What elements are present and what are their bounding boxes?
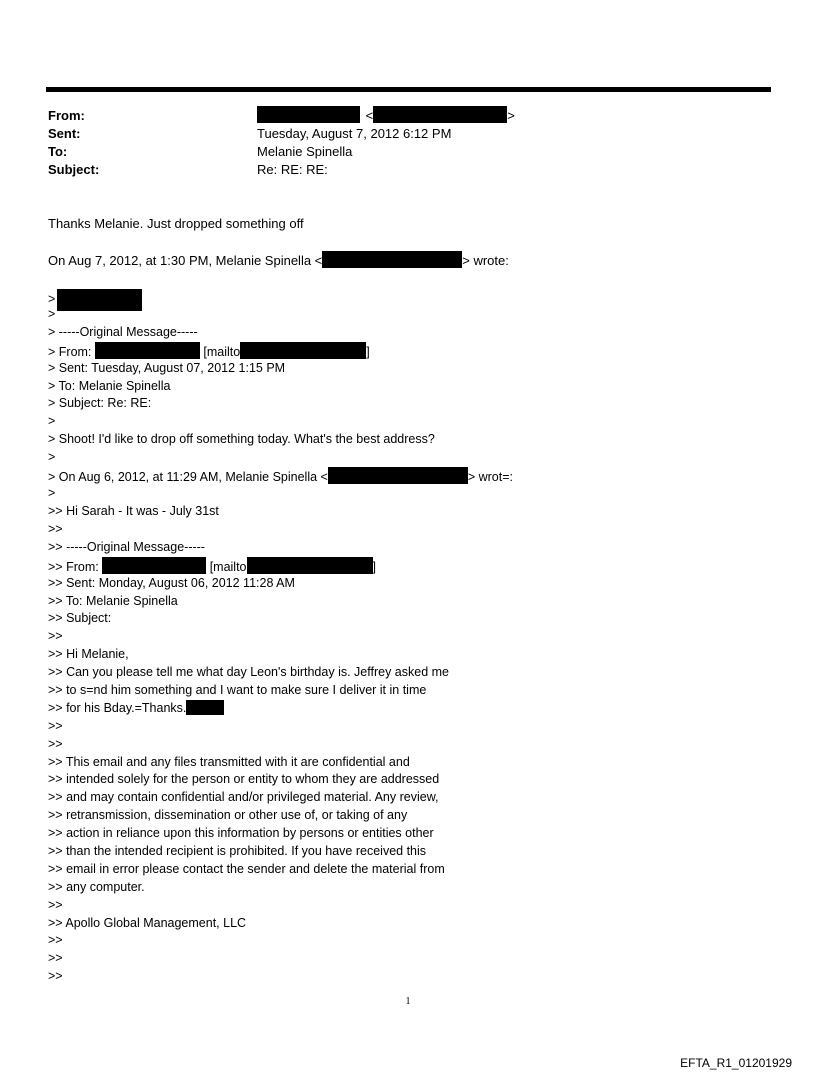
to-label: To:	[48, 144, 68, 159]
quoted-line: >>	[48, 629, 63, 643]
quoted-line: >> Can you please tell me what day Leon's birthday is. Jeffrey asked me	[48, 665, 449, 679]
quoted-line: >> -----Original Message-----	[48, 540, 205, 554]
reply-text: Thanks Melanie. Just dropped something off	[48, 216, 304, 231]
subject-label: Subject:	[48, 162, 100, 177]
from-gt: >	[507, 108, 515, 123]
quoted-line: > Sent: Tuesday, August 07, 2012 1:15 PM	[48, 361, 286, 375]
quoted-from-line	[48, 557, 376, 577]
quoted-line: >>	[48, 969, 63, 983]
quoted-line: >> Subject:	[48, 611, 112, 625]
quote-bday-text: >> for his Bday.=Thanks.	[48, 701, 187, 715]
quoted-line	[48, 700, 224, 718]
quoted-from-line	[48, 342, 370, 362]
to-value: Melanie Spinella	[257, 144, 353, 159]
sent-label: Sent:	[48, 126, 81, 141]
quoted-line: >> retransmission, dissemination or other use of, or taking of any	[48, 808, 408, 822]
quoted-line: > Subject: Re: RE:	[48, 396, 152, 410]
quote-from-label: > From:	[48, 345, 92, 359]
quoted-line: >> Apollo Global Management, LLC	[48, 916, 247, 930]
redaction-block	[257, 106, 360, 123]
quoted-line: >>	[48, 522, 63, 536]
redaction-block	[373, 106, 507, 123]
quoted-line: >>	[48, 898, 63, 912]
redaction-block	[57, 289, 142, 311]
page-number: 1	[405, 996, 411, 1007]
mailto-close: ]	[366, 345, 370, 359]
from-value	[257, 106, 515, 125]
quoted-line: >>	[48, 933, 63, 947]
redaction-block	[95, 342, 200, 359]
quoted-line: > To: Melanie Spinella	[48, 379, 171, 393]
quoted-line: >> To: Melanie Spinella	[48, 594, 178, 608]
quoted-line: >>	[48, 719, 63, 733]
quote-from-label: >> From:	[48, 560, 99, 574]
quoted-wrote-line	[48, 467, 513, 487]
quoted-line: >	[48, 450, 56, 464]
quoted-line: >> Hi Sarah - It was - July 31st	[48, 504, 219, 518]
mailto-close: ]	[372, 560, 376, 574]
mailto-text: [mailto	[203, 345, 241, 359]
document-id: EFTA_R1_01201929	[680, 1056, 792, 1070]
quoted-line: >> action in reliance upon this information by persons or entities other	[48, 826, 434, 840]
quoted-line: >	[48, 414, 56, 428]
quoted-line: >>	[48, 737, 63, 751]
quote-wrote-pre: > On Aug 6, 2012, at 11:29 AM, Melanie Spinella <	[48, 470, 328, 484]
mailto-text: [mailto	[209, 560, 247, 574]
redaction-block	[322, 251, 462, 268]
header-rule	[46, 87, 771, 92]
quote-wrote-post: > wrot=:	[467, 470, 513, 484]
quoted-line: >> Hi Melanie,	[48, 647, 129, 661]
quoted-line: >> Sent: Monday, August 06, 2012 11:28 AM	[48, 576, 295, 590]
quoted-line: >> any computer.	[48, 880, 145, 894]
quoted-line: > Shoot! I'd like to drop off something today. What's the best address?	[48, 432, 435, 446]
quoted-line: > -----Original Message-----	[48, 325, 198, 339]
quoted-line: >	[48, 307, 56, 321]
quoted-line: >> This email and any files transmitted with it are confidential and	[48, 755, 410, 769]
wrote-pre: On Aug 7, 2012, at 1:30 PM, Melanie Spinella <	[48, 253, 323, 268]
quoted-line: >> and may contain confidential and/or privileged material. Any review,	[48, 790, 439, 804]
sent-value: Tuesday, August 7, 2012 6:12 PM	[257, 126, 452, 141]
quoted-line: >> intended solely for the person or entity to whom they are addressed	[48, 772, 440, 786]
quoted-line	[48, 289, 142, 311]
redaction-block	[240, 342, 366, 359]
quote-marker: >	[48, 292, 56, 306]
wrote-line	[48, 251, 509, 270]
redaction-block	[102, 557, 206, 574]
quoted-line: >	[48, 486, 56, 500]
redaction-block	[328, 467, 468, 484]
quoted-line: >> than the intended recipient is prohibited. If you have received this	[48, 844, 427, 858]
quoted-line: >> to s=nd him something and I want to make sure I deliver it in time	[48, 683, 427, 697]
wrote-post: > wrote:	[462, 253, 509, 268]
redaction-block	[186, 700, 224, 715]
from-lt: <	[365, 108, 374, 123]
from-label: From:	[48, 108, 85, 123]
quoted-line: >>	[48, 951, 63, 965]
subject-value: Re: RE: RE:	[257, 162, 328, 177]
quoted-line: >> email in error please contact the sender and delete the material from	[48, 862, 445, 876]
redaction-block	[247, 557, 373, 574]
